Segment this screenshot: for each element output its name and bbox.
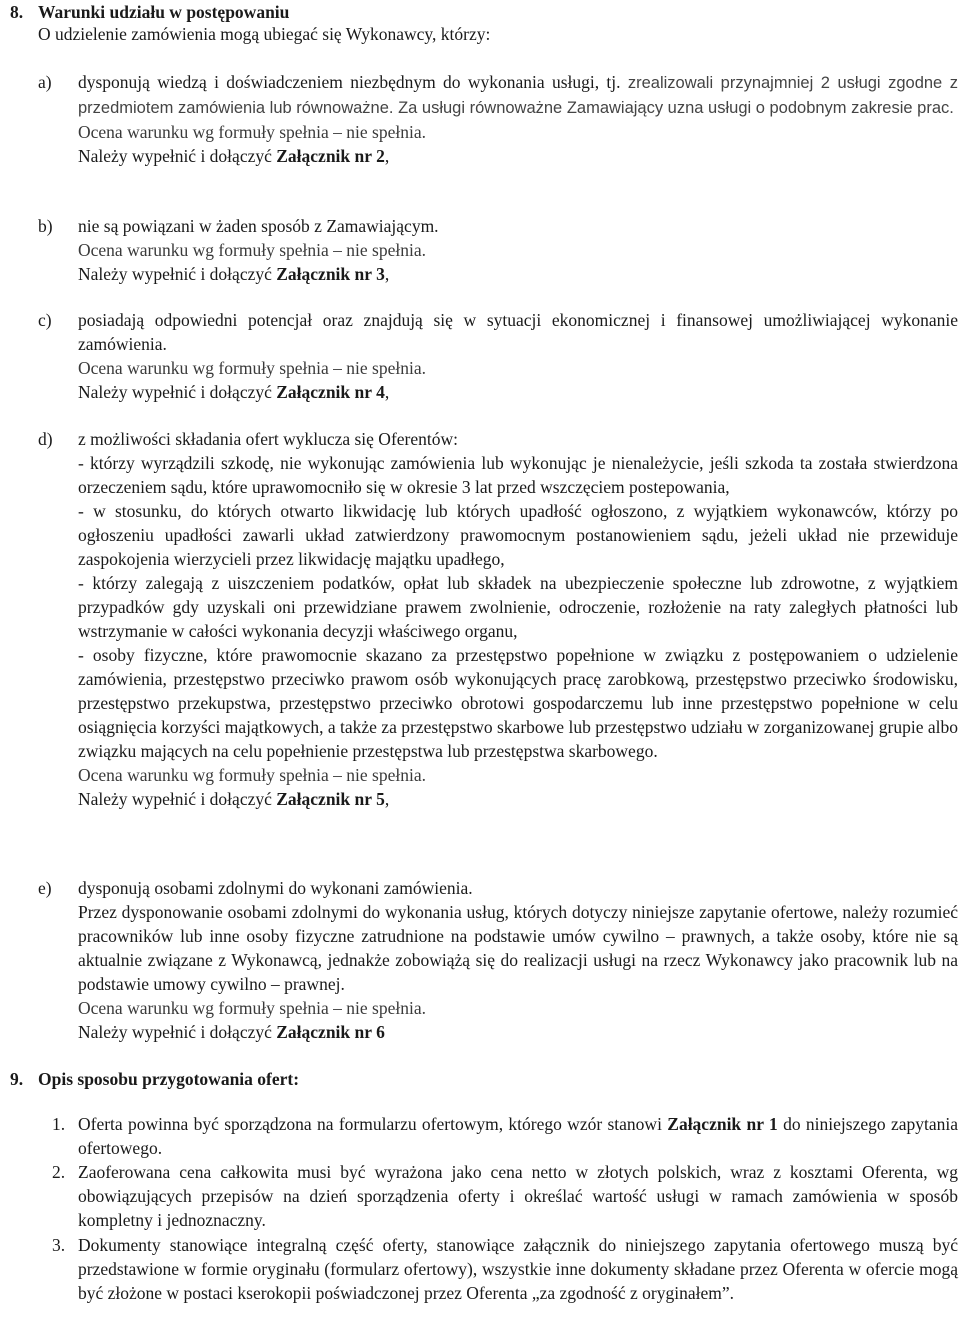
section-intro: O udzielenie zamówienia mogą ubiegać się Wykonawcy, którzy: <box>38 24 491 44</box>
exclusion-bullet: - osoby fizyczne, które prawomocnie skazano za przestępstwo popełnione w związku z postępowaniem o udzielenie zamówienia, przestępstwo przeciwko prawom osób wykonujących pracę zarobkową, przestępstwo przeciwko środowisku, przestępstwo przekupstwa, przestępstwo przeciwko obrotowi gospodarczemu lub inne przestępstwo popełnione w celu osiągnięcia korzyści majątkowych, a także za przestępstwo skarbowe lub przestępstwo udziału w zorganizowanej grupie albo związku mających na celu popełnienie przestępstwa lub przestępstwa skarbowego. <box>78 645 958 761</box>
item-lead: dysponują wiedzą i doświadczeniem niezbędnym do wykonania usługi, tj. <box>78 72 621 92</box>
evaluation-note: Ocena warunku wg formuły spełnia – nie spełnia. <box>78 358 426 378</box>
item-label: a) <box>38 72 52 92</box>
offer-item-3 <box>52 1233 958 1305</box>
section-9-heading <box>10 1067 299 1091</box>
item-text: Zaoferowana cena całkowita musi być wyrażona jako cena netto w złotych polskich, wraz z kosztami Oferenta, wg obowiązujących przepisów na dzień sporządzenia oferty i określać wartość usługi w ramach zamówienia w sposób kompletny i jednoznaczny. <box>78 1162 958 1230</box>
attachment-note: Należy wypełnić i dołączyć Załącznik nr 6 <box>78 1022 385 1042</box>
item-label: 2. <box>52 1162 66 1182</box>
item-label: c) <box>38 310 52 330</box>
exclusion-bullet: - którzy wyrządzili szkodę, nie wykonując zamówienia lub wykonując je nienależycie, jeśli szkoda ta została stwierdzona orzeczeniem sądu, które uprawomocniło się w okresie 3 lat przed wszczęciem postepowania, <box>78 453 958 497</box>
item-label: 1. <box>52 1114 66 1134</box>
item-detail: zrealizowali przynajmniej 2 usługi zgodne z przedmiotem zamówienia lub równoważne. Za usługi równoważne Zamawiający uzna usługi o podobnym zakresie prac. <box>78 74 959 117</box>
item-label: b) <box>38 216 53 236</box>
item-detail: Przez dysponowanie osobami zdolnymi do wykonania usług, których dotyczy niniejsze zapytanie ofertowe, należy rozumieć pracowników lub inne osoby fizyczne zatrudnione na podstawie umów cywilno – prawnych, a także osoby, które nie są aktualnie związane z Wykonawcą, jednakże zobowiążą się do realizacji usługi na rzecz Wykonawcy jako pracownik lub na podstawie umowy cywilno – prawnej. <box>78 902 958 994</box>
condition-item-d <box>38 427 958 811</box>
attachment-ref: Załącznik nr 3 <box>276 264 385 284</box>
attachment-ref: Załącznik nr 2 <box>276 146 385 166</box>
exclusion-bullet: - w stosunku, do których otwarto likwidację lub których upadłość ogłoszono, z wyjątkiem wykonawców, którzy po ogłoszeniu upadłości zawarli układ zatwierdzony prawomocnym postanowieniem sądu, jeżeli układ nie przewiduje zaspokojenia wierzycieli przez likwidację majątku upadłego, <box>78 501 958 569</box>
section-number: 8. <box>10 2 24 22</box>
condition-item-a <box>38 70 958 168</box>
item-text <box>78 70 958 120</box>
item-text: Dokumenty stanowiące integralną część oferty, stanowiące załącznik do niniejszego zapytania ofertowego muszą być przedstawione w formie oryginału (formularz ofertowy), wszystkie inne dokumenty składane przez Oferenta w ofercie mogą być złożone w postaci kserokopii poświadczonej przez Oferenta „za zgodność z oryginałem”. <box>78 1235 958 1303</box>
evaluation-note: Ocena warunku wg formuły spełnia – nie spełnia. <box>78 765 426 785</box>
section-number: 9. <box>10 1069 24 1089</box>
evaluation-note: Ocena warunku wg formuły spełnia – nie spełnia. <box>78 998 426 1018</box>
condition-item-e <box>38 876 958 1044</box>
attachment-note: Należy wypełnić i dołączyć Załącznik nr 4, <box>78 382 390 402</box>
item-text: Oferta powinna być sporządzona na formularzu ofertowym, którego wzór stanowi Załącznik nr 1 do niniejszego zapytania ofertowego. <box>78 1114 958 1158</box>
attachment-ref: Załącznik nr 4 <box>276 382 385 402</box>
item-text: z możliwości składania ofert wyklucza się Oferentów: <box>78 429 459 449</box>
evaluation-note: Ocena warunku wg formuły spełnia – nie spełnia. <box>78 122 426 142</box>
section-8-heading <box>10 0 289 24</box>
condition-item-b <box>38 214 958 286</box>
attachment-ref: Załącznik nr 5 <box>276 789 385 809</box>
item-text: posiadają odpowiedni potencjał oraz znajdują się w sytuacji ekonomicznej i finansowej umożliwiającej wykonanie zamówienia. <box>78 310 958 354</box>
offer-item-1 <box>52 1112 958 1160</box>
evaluation-note: Ocena warunku wg formuły spełnia – nie spełnia. <box>78 240 426 260</box>
attachment-note: Należy wypełnić i dołączyć Załącznik nr 3, <box>78 264 390 284</box>
attachment-note: Należy wypełnić i dołączyć Załącznik nr 2, <box>78 146 390 166</box>
item-label: d) <box>38 429 53 449</box>
condition-item-c <box>38 308 958 404</box>
offer-item-2 <box>52 1160 958 1232</box>
attachment-note: Należy wypełnić i dołączyć Załącznik nr 5, <box>78 789 390 809</box>
item-text: nie są powiązani w żaden sposób z Zamawiającym. <box>78 216 439 236</box>
exclusion-bullet: - którzy zalegają z uiszczeniem podatków, opłat lub składek na ubezpieczenie społeczne lub zdrowotne, z wyjątkiem przypadków gdy uzyskali oni przewidziane prawem zwolnienie, odroczenie, rozłożenie na raty zaległych płatności lub wstrzymanie w całości wykonania decyzji właściwego organu, <box>78 573 958 641</box>
item-text: dysponują osobami zdolnymi do wykonani zamówienia. <box>78 878 473 898</box>
item-label: 3. <box>52 1235 66 1255</box>
attachment-ref: Załącznik nr 1 <box>667 1114 778 1134</box>
section-title: Opis sposobu przygotowania ofert: <box>38 1069 300 1089</box>
section-title: Warunki udziału w postępowaniu <box>38 2 290 22</box>
attachment-ref: Załącznik nr 6 <box>276 1022 385 1042</box>
item-label: e) <box>38 878 52 898</box>
